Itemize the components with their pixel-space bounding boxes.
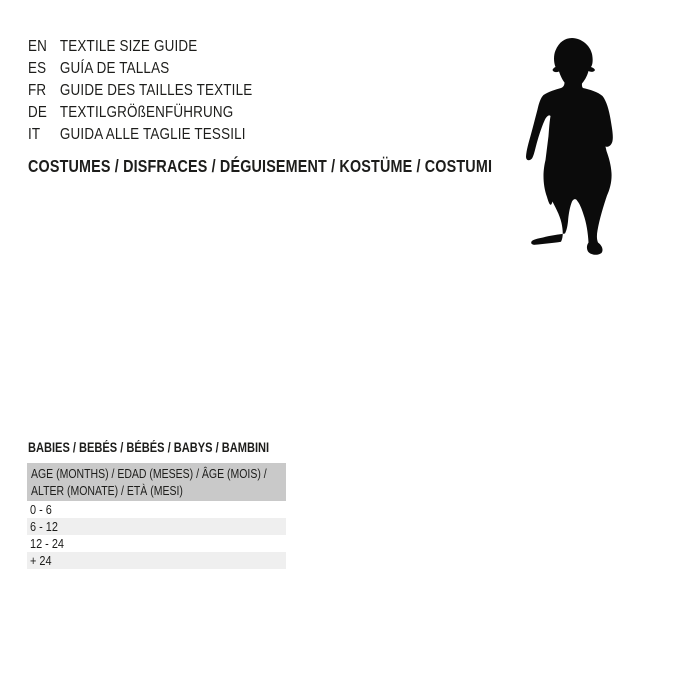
language-code: DE xyxy=(28,104,48,121)
age-range-value: + 24 xyxy=(30,553,52,568)
size-table-column-header xyxy=(27,463,286,501)
column-header-line1: AGE (MONTHS) / EDAD (MESES) / ÂGE (MOIS) / xyxy=(31,467,267,481)
language-row-es xyxy=(28,58,252,80)
language-code: ES xyxy=(28,60,47,77)
language-label: TEXTILGRÖßENFÜHRUNG xyxy=(59,104,234,121)
table-row-age-24-plus xyxy=(27,552,286,569)
language-label: GUIDE DES TAILLES TEXTILE xyxy=(59,82,253,99)
table-row-age-6-12 xyxy=(27,518,286,535)
age-range-value: 0 - 6 xyxy=(30,502,52,517)
language-code: EN xyxy=(28,38,48,55)
category-title: COSTUMES / DISFRACES / DÉGUISEMENT / KOSTÜME / COSTUMI xyxy=(28,156,493,176)
size-table xyxy=(27,463,286,569)
language-row-fr xyxy=(28,80,252,102)
language-row-de xyxy=(28,102,252,124)
language-label: TEXTILE SIZE GUIDE xyxy=(59,38,198,55)
table-row-age-0-6 xyxy=(27,501,286,518)
size-table-section-title: BABIES / BEBÉS / BÉBÉS / BABYS / BAMBINI xyxy=(28,440,270,455)
language-guide-list xyxy=(28,36,295,146)
language-row-it xyxy=(28,124,252,146)
baby-silhouette-path xyxy=(526,38,613,255)
baby-silhouette-icon xyxy=(524,37,614,257)
size-table-body xyxy=(27,501,286,569)
language-code: FR xyxy=(28,82,47,99)
age-range-value: 6 - 12 xyxy=(30,519,58,534)
age-range-value: 12 - 24 xyxy=(30,536,65,551)
table-row-age-12-24 xyxy=(27,535,286,552)
language-row-en xyxy=(28,36,252,58)
language-label: GUÍA DE TALLAS xyxy=(59,60,170,77)
column-header-line2: ALTER (MONATE) / ETÀ (MESI) xyxy=(31,483,183,498)
language-label: GUIDA ALLE TAGLIE TESSILI xyxy=(59,126,246,143)
language-code: IT xyxy=(28,126,41,143)
